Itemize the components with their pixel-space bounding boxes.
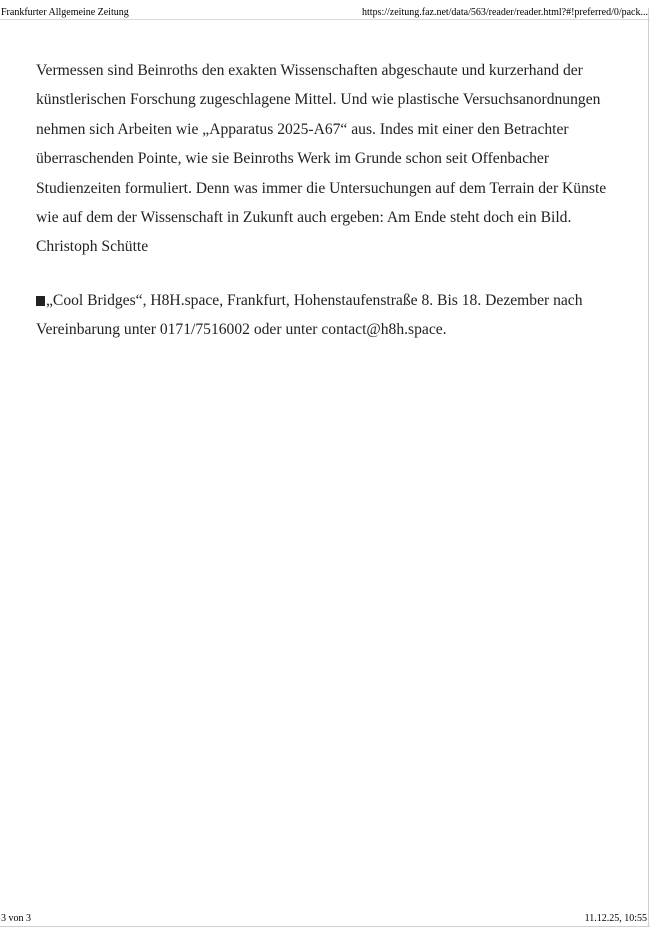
article-paragraph: Vermessen sind Beinroths den exakten Wissenschaften abgeschaute und kurzerhand der künstlerischen Forschung zugeschlagene Mittel. Und wie plastische Versuchsanordnungen nehmen sich Arbeiten wie „Apparatus 2025-A67“ aus. Indes mit einer den Betrachter überraschenden Pointe, wie sie Beinroths Werk im Grunde schon seit Offenbacher Studienzeiten formuliert. Denn was immer die Untersuchungen auf dem Terrain der Künste wie auf dem der Wissenschaft in Zukunft auch ergeben: Am Ende steht doch ein Bild. Christoph Schütte (36, 62, 607, 256)
header-divider (0, 19, 650, 20)
event-info-note (36, 286, 618, 345)
page-indicator: 3 von 3 (1, 913, 31, 924)
article-body (36, 56, 618, 345)
publication-name: Frankfurter Allgemeine Zeitung (1, 7, 129, 18)
event-info-text: „Cool Bridges“, H8H.space, Frankfurt, Hohenstaufenstraße 8. Bis 18. Dezember nach Vereinbarung unter 0171/7516002 oder unter contact@h8h.space. (36, 291, 583, 339)
page-frame-right (648, 8, 649, 926)
print-timestamp: 11.12.25, 10:55 (584, 913, 647, 924)
page-url[interactable]: https://zeitung.faz.net/data/563/reader/reader.html?#!preferred/0/pack... (362, 7, 648, 18)
page-frame-bottom (0, 926, 650, 927)
square-bullet-icon (36, 296, 45, 306)
